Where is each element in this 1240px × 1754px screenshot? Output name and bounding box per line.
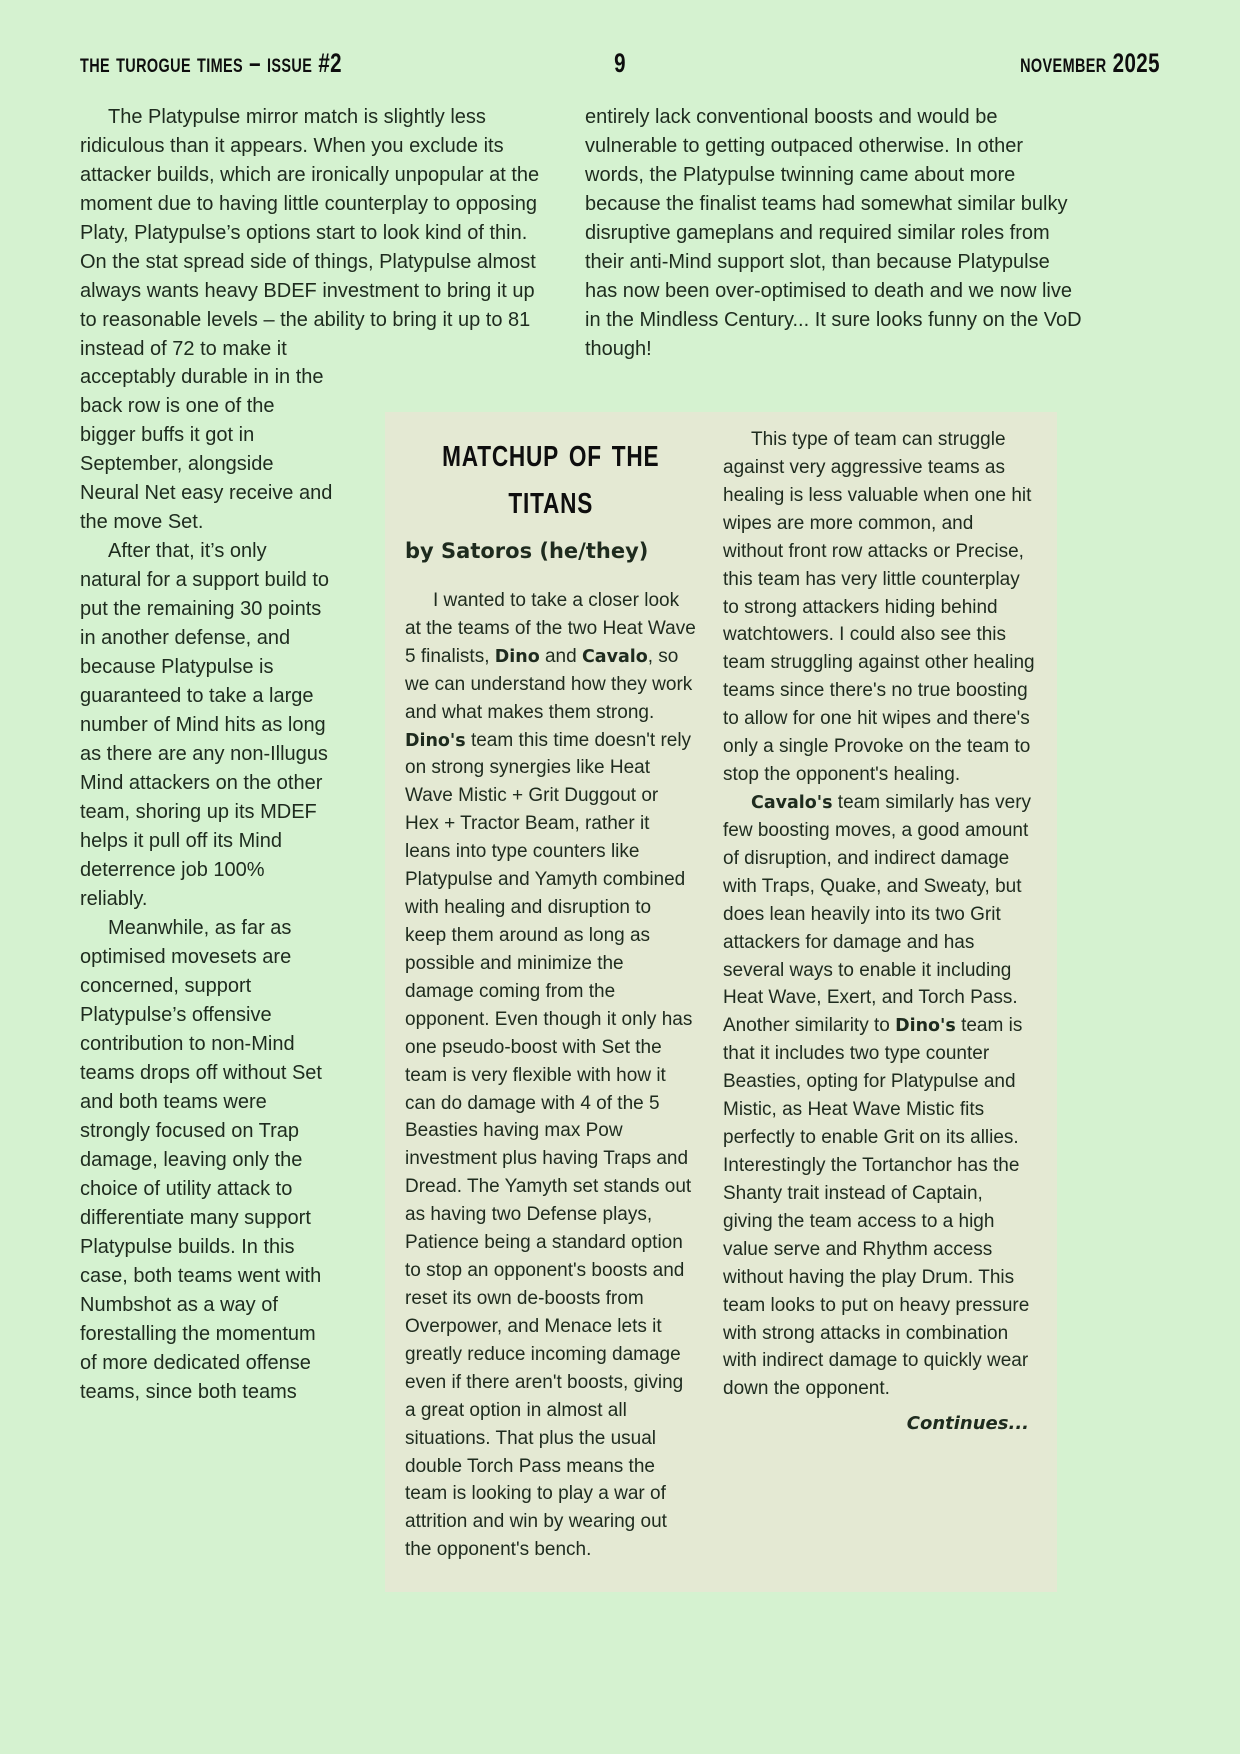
article-title: matchup of the titans [442,428,660,523]
intro-left-paragraph: The Platypulse mirror match is slightly less ridiculous than it appears. When you exclude its attacker builds, which are ironically unpopular at the moment due to having little counterplay to opposing Platy, Platypulse’s options start to look kind of thin. On the stat spread side of things, Platypulse almost always wants heavy BDEF investment to bring it up to reasonable levels – the ability to bring it up to 81 instead of 72 to make it [80,106,540,360]
article-left-paragraph: I wanted to take a closer look at the teams of the two Heat Wave 5 finalists, Dino and Cavalo, so we can understand how they work and what makes them strong. Dino's team this time doesn't rely on strong synergies like Heat Wave Mistic + Grit Duggout or Hex + Tractor Beam, rather it leans into type counters like Platypulse and Yamyth combined with healing and disruption to keep them around as long as possible and minimize the damage coming from the opponent. Even though it only has one pseudo-boost with Set the team is very flexible with how it can do damage with 4 of the 5 Beasties having max Pow investment plus having Traps and Dread. The Yamyth set stands out as having two Defense plays, Patience being a standard option to stop an opponent's boosts and reset its own de-boosts from Overpower, and Menace lets it greatly reduce incoming damage even if there aren't boosts, giving a great option in almost all situations. That plus the usual double Torch Pass means the team is looking to play a war of attrition and win by wearing out the opponent's bench. [405,589,696,1561]
page-header [80,46,1160,80]
article-right-column [723,426,1037,1438]
newsletter-title: the turogue times – issue #2 [80,48,342,78]
article-right-paragraph-1: This type of team can struggle against very aggressive teams as healing is less valuable when one hit wipes are more common, and without front row attacks or Precise, this team has very little counterplay to strong attackers hiding behind watchtowers. I could also see this team struggling against other healing teams since there's no true boosting to allow for one hit wipes and there's only a single Provoke on the team to stop the opponent's healing. [723,429,1035,786]
issue-date: november 2025 [1020,48,1160,78]
left-column-continued [80,363,333,1407]
intro-left-column [80,103,548,364]
article-left-column [405,426,697,1564]
inline-name: Dino [494,646,540,667]
intro-right-paragraph: entirely lack conventional boosts and would be vulnerable to getting outpaced otherwise. In other words, the Platypulse twinning came about more because the finalist teams had somewhat similar bulky disruptive gameplans and required similar roles from their anti-Mind support slot, than because Platypulse has now been over-optimised to death and we now live in the Mindless Century... It sure looks funny on the VoD though! [585,106,1082,360]
matchup-article-box [385,412,1057,1592]
inline-name: Dino's [405,730,466,751]
intro-right-column [585,103,1085,364]
article-byline: by Satoros (he/they) [405,539,649,564]
left-paragraph-3: Meanwhile, as far as optimised movesets are concerned, support Platypulse’s offensive contribution to non-Mind teams drops off without Set and both teams were strongly focused on Trap damage, leaving only the choice of utility attack to differentiate many support Platypulse builds. In this case, both teams went with Numbshot as a way of forestalling the momentum of more dedicated offense teams, since both teams [80,917,322,1403]
inline-name: Dino's [895,1016,956,1037]
left-paragraph-2: After that, it’s only natural for a support build to put the remaining 30 points in another defense, and because Platypulse is guaranteed to take a large number of Mind hits as long as there are any non-Illugus Mind attackers on the other team, shoring up its MDEF helps it pull off its Mind deterrence job 100% reliably. [80,540,330,910]
article-right-paragraph-2: Cavalo's team similarly has very few boosting moves, a good amount of disruption, and indirect damage with Traps, Quake, and Sweaty, but does lean heavily into its two Grit attackers for damage and has several ways to enable it including Heat Wave, Exert, and Torch Pass. Another similarity to Dino's team is that it includes two type counter Beasties, opting for Platypulse and Mistic, as Heat Wave Mistic fits perfectly to enable Grit on its allies. Interestingly the Tortanchor has the Shanty trait instead of Captain, giving the team access to a high value serve and Rhythm access without having the play Drum. This team looks to put on heavy pressure with strong attacks in combination with indirect damage to quickly wear down the opponent. [723,791,1032,1400]
inline-name: Cavalo's [751,792,833,813]
continues-note: Continues... [906,1413,1029,1435]
inline-name: Cavalo [581,646,648,667]
left-continued-paragraph: acceptably durable in in the back row is one of the bigger buffs it got in September, alongside Neural Net easy receive and the move Set. [80,366,333,533]
page-number: 9 [614,48,626,78]
